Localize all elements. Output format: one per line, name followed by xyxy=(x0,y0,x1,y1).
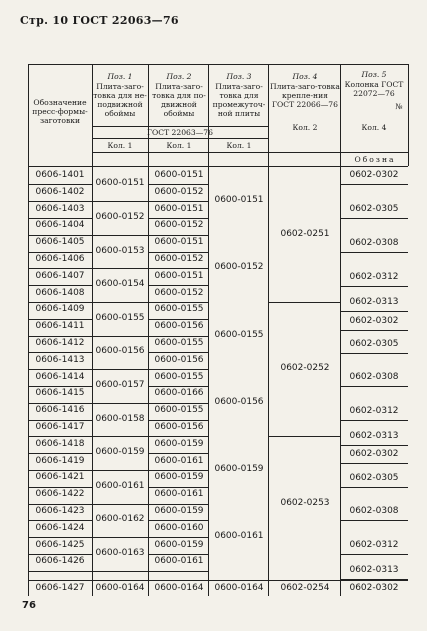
row-divider xyxy=(28,386,92,387)
row-divider xyxy=(340,184,408,185)
row-divider xyxy=(148,302,208,303)
row-divider xyxy=(92,369,148,370)
row-divider xyxy=(28,520,92,521)
table-cell-pos1: 0600-0163 xyxy=(95,548,145,558)
table-cell-pos2: 0600-0152 xyxy=(154,220,204,231)
table-cell-designation: 0606-1413 xyxy=(35,354,85,365)
table-cell-pos2: 0600-0156 xyxy=(154,354,204,365)
row-divider xyxy=(92,201,148,202)
table-cell-pos1: 0600-0162 xyxy=(95,514,145,525)
col1-header: Обозначение пресс-формы-заготовки xyxy=(32,98,88,125)
row-divider xyxy=(340,286,408,287)
row-divider xyxy=(340,330,408,331)
row-divider xyxy=(92,504,148,505)
row-divider xyxy=(148,252,208,253)
table-cell-pos5: 0602-0313 xyxy=(349,297,399,307)
table-cell-designation: 0606-1423 xyxy=(35,506,85,516)
row-divider xyxy=(148,453,208,454)
row-divider xyxy=(268,302,340,303)
side-mark: № xyxy=(395,102,403,111)
table-cell-designation: 0606-1418 xyxy=(35,438,85,449)
row-divider xyxy=(340,445,408,446)
table-cell-designation: 0606-1403 xyxy=(35,203,85,214)
table-cell-pos4: 0602-0251 xyxy=(280,228,330,239)
row-divider xyxy=(28,252,92,253)
row-divider xyxy=(92,403,148,404)
row-divider xyxy=(92,268,148,269)
row-divider xyxy=(28,319,92,320)
row-divider xyxy=(340,487,408,488)
row-divider xyxy=(340,386,408,387)
row-divider xyxy=(340,252,408,253)
table-cell-pos2: 0600-0161 xyxy=(154,556,204,567)
row-divider xyxy=(148,369,208,370)
table-cell-pos5: 0602-0313 xyxy=(349,431,399,441)
row-divider xyxy=(340,579,408,580)
page-number: 76 xyxy=(22,600,36,611)
table-cell-pos2: 0600-0152 xyxy=(154,254,204,264)
row-divider xyxy=(148,436,208,437)
row-divider xyxy=(148,537,208,538)
table-cell-pos2: 0600-0156 xyxy=(154,422,204,432)
row-divider xyxy=(92,336,148,337)
table-cell-pos5: 0602-0302 xyxy=(349,583,399,593)
row-divider xyxy=(28,235,92,236)
table-cell-designation: 0606-1421 xyxy=(35,472,85,483)
row-divider xyxy=(148,285,208,286)
row-divider xyxy=(28,184,92,185)
row-divider xyxy=(340,311,408,312)
table-cell-pos1: 0600-0161 xyxy=(95,480,145,491)
row-divider xyxy=(148,268,208,269)
table-cell-pos5: 0602-0305 xyxy=(349,473,399,483)
row-divider xyxy=(148,201,208,202)
table-cell-pos2: 0600-0151 xyxy=(154,270,204,281)
table-cell-designation: 0606-1427 xyxy=(35,583,85,593)
table-cell-pos2: 0600-0159 xyxy=(154,539,204,550)
table-cell-pos3: 0600-0159 xyxy=(214,464,264,474)
table-cell-designation: 0606-1405 xyxy=(35,237,85,248)
row-divider xyxy=(340,420,408,421)
row-divider xyxy=(28,453,92,454)
table-cell-designation: 0606-1408 xyxy=(35,287,85,298)
row-divider xyxy=(148,504,208,505)
table-cell-pos3: 0600-0156 xyxy=(214,396,264,407)
table-cell-pos1: 0600-0152 xyxy=(95,212,145,222)
table-cell-designation: 0606-1412 xyxy=(35,338,85,348)
qty4: Кол. 2 xyxy=(292,123,318,132)
table-cell-designation: 0606-1411 xyxy=(35,321,85,332)
row-divider xyxy=(92,436,148,437)
row-divider xyxy=(148,184,208,185)
table-cell-designation: 0606-1425 xyxy=(35,539,85,550)
table-cell-pos4: 0602-0252 xyxy=(280,363,330,374)
row-divider xyxy=(148,571,208,572)
table-cell-designation: 0606-1419 xyxy=(35,455,85,466)
row-divider xyxy=(28,201,92,202)
qty5: Кол. 4 xyxy=(361,123,387,132)
table-cell-pos2: 0600-0151 xyxy=(154,203,204,214)
table-cell-pos3: 0600-0164 xyxy=(214,583,264,593)
table-cell-designation: 0606-1414 xyxy=(35,371,85,382)
table-cell-pos1: 0600-0158 xyxy=(95,413,145,424)
row-divider xyxy=(340,353,408,354)
table-cell-designation: 0606-1404 xyxy=(35,220,85,231)
row-divider xyxy=(340,218,408,219)
row-divider xyxy=(92,571,148,572)
table-cell-pos2: 0600-0155 xyxy=(154,371,204,382)
table-cell-pos5: 0602-0308 xyxy=(349,238,399,248)
row-divider xyxy=(148,352,208,353)
table-cell-pos2: 0600-0161 xyxy=(154,455,204,466)
table-cell-pos5: 0602-0302 xyxy=(349,316,399,326)
table-cell-pos5: 0602-0308 xyxy=(349,372,399,382)
row-divider xyxy=(92,302,148,303)
table-cell-pos2: 0600-0152 xyxy=(154,287,204,298)
row-divider xyxy=(28,336,92,337)
row-divider xyxy=(340,520,408,521)
table-cell-pos5: 0602-0312 xyxy=(349,540,399,550)
table-cell-pos1: 0600-0153 xyxy=(95,245,145,256)
table-cell-pos5: 0602-0305 xyxy=(349,204,399,214)
row-divider xyxy=(28,369,92,370)
table-cell-pos3: 0600-0155 xyxy=(214,329,264,340)
table-cell-pos1: 0600-0154 xyxy=(95,279,145,290)
table-cell-designation: 0606-1402 xyxy=(35,186,85,197)
table-cell-pos2: 0600-0155 xyxy=(154,338,204,348)
table-cell-pos5: 0602-0313 xyxy=(349,565,399,575)
table-cell-pos1: 0600-0157 xyxy=(95,380,145,390)
table-cell-pos2: 0600-0166 xyxy=(154,388,204,399)
table-cell-pos5: 0602-0312 xyxy=(349,406,399,416)
page-title: Стр. 10 ГОСТ 22063—76 xyxy=(20,14,179,27)
table-cell-pos1: 0600-0151 xyxy=(95,178,145,189)
table-cell-pos2: 0600-0151 xyxy=(154,170,204,180)
table-cell-pos5: 0602-0312 xyxy=(349,272,399,282)
table-cell-pos3: 0600-0161 xyxy=(214,531,264,542)
table-cell-pos2: 0600-0159 xyxy=(154,472,204,483)
table-cell-pos2: 0600-0160 xyxy=(154,522,204,533)
table-cell-pos2: 0600-0161 xyxy=(154,489,204,500)
row-divider xyxy=(148,403,208,404)
row-divider xyxy=(148,487,208,488)
table-cell-designation: 0606-1422 xyxy=(35,489,85,500)
row-divider xyxy=(148,235,208,236)
table-cell-pos5: 0602-0308 xyxy=(349,506,399,516)
row-divider xyxy=(340,554,408,555)
gost-group-label: ГОСТ 22063—76 xyxy=(147,128,213,137)
table-cell-pos3: 0600-0152 xyxy=(214,262,264,273)
row-divider xyxy=(28,218,92,219)
table-cell-pos1: 0600-0159 xyxy=(95,447,145,458)
table-cell-pos2: 0600-0152 xyxy=(154,186,204,197)
table-cell-pos2: 0600-0156 xyxy=(154,321,204,332)
row-divider xyxy=(148,386,208,387)
row-divider xyxy=(28,537,92,538)
table-cell-designation: 0606-1417 xyxy=(35,422,85,432)
row-divider xyxy=(148,420,208,421)
row-divider xyxy=(28,554,92,555)
row-divider xyxy=(148,470,208,471)
table-cell-pos1: 0600-0164 xyxy=(95,583,145,593)
row-divider xyxy=(28,285,92,286)
qty2: Кол. 1 xyxy=(166,141,192,150)
table-cell-pos1: 0600-0155 xyxy=(95,312,145,323)
row-divider xyxy=(28,420,92,421)
row-divider xyxy=(28,352,92,353)
table-cell-pos2: 0600-0159 xyxy=(154,506,204,516)
row-divider xyxy=(148,554,208,555)
table-cell-designation: 0606-1409 xyxy=(35,304,85,315)
table-cell-pos2: 0600-0151 xyxy=(154,237,204,248)
table-cell-pos2: 0600-0155 xyxy=(154,304,204,315)
table-cell-pos4: 0602-0254 xyxy=(280,583,330,593)
row-divider xyxy=(340,463,408,464)
row-divider xyxy=(28,470,92,471)
row-divider xyxy=(28,487,92,488)
row-divider xyxy=(92,235,148,236)
table-cell-pos3: 0600-0151 xyxy=(214,195,264,206)
table-cell-designation: 0606-1416 xyxy=(35,405,85,416)
row-divider xyxy=(28,268,92,269)
row-divider xyxy=(268,436,340,437)
table-cell-designation: 0606-1406 xyxy=(35,254,85,264)
qty3: Кол. 1 xyxy=(226,141,252,150)
row-divider xyxy=(148,520,208,521)
table-cell-pos5: 0602-0302 xyxy=(349,170,399,180)
table-cell-pos2: 0600-0155 xyxy=(154,405,204,416)
row-divider xyxy=(28,403,92,404)
row-divider xyxy=(148,336,208,337)
designation-label: Обозна xyxy=(354,155,396,164)
table-cell-designation: 0606-1415 xyxy=(35,388,85,399)
table-cell-designation: 0606-1407 xyxy=(35,270,85,281)
row-divider xyxy=(28,504,92,505)
row-divider xyxy=(28,571,92,572)
row-divider xyxy=(28,302,92,303)
table-cell-pos2: 0600-0159 xyxy=(154,438,204,449)
table-cell-pos5: 0602-0305 xyxy=(349,339,399,349)
row-divider xyxy=(92,537,148,538)
table-cell-pos4: 0602-0253 xyxy=(280,497,330,508)
table-cell-pos5: 0602-0302 xyxy=(349,449,399,459)
table-cell-pos2: 0600-0164 xyxy=(154,583,204,593)
table-cell-designation: 0606-1426 xyxy=(35,556,85,567)
row-divider xyxy=(148,319,208,320)
table-cell-pos1: 0600-0156 xyxy=(95,346,145,357)
row-divider xyxy=(148,218,208,219)
table-cell-designation: 0606-1424 xyxy=(35,522,85,533)
row-divider xyxy=(28,436,92,437)
qty1: Кол. 1 xyxy=(107,141,133,150)
row-divider xyxy=(92,470,148,471)
table-cell-designation: 0606-1401 xyxy=(35,170,85,180)
